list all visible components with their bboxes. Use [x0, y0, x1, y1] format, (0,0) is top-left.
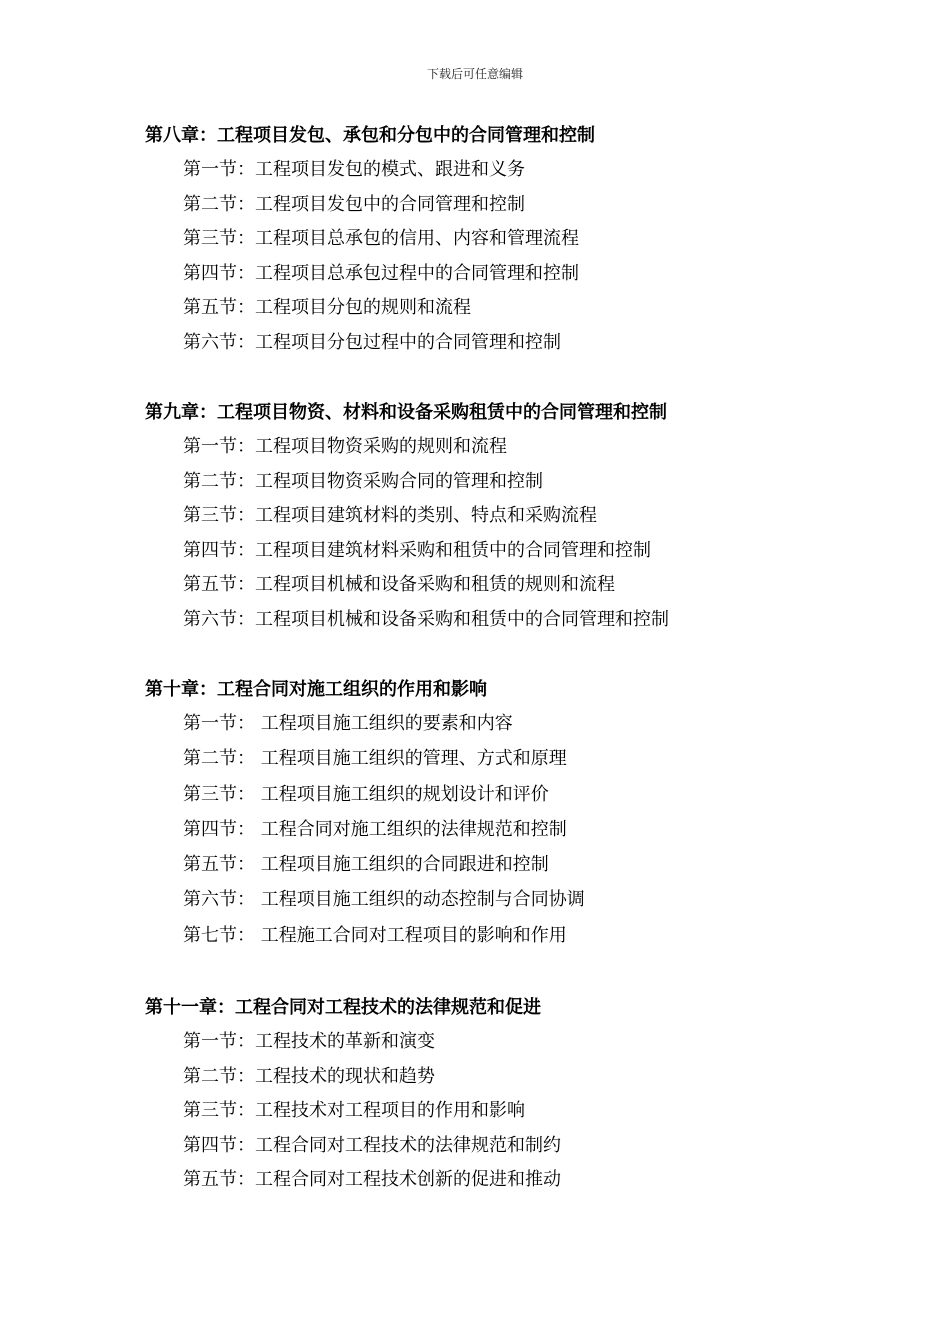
section-item: 第四节：工程项目建筑材料采购和租赁中的合同管理和控制: [183, 539, 651, 561]
chapter-8: [145, 123, 905, 365]
section-item: 第三节：工程项目总承包的信用、内容和管理流程: [183, 228, 579, 250]
chapter-10: [145, 677, 905, 958]
section-item: 第二节： 工程项目施工组织的管理、方式和原理: [183, 748, 567, 770]
section-item: 第一节：工程项目物资采购的规则和流程: [183, 436, 507, 457]
chapter-11: [145, 995, 905, 1202]
section-item: 第六节：工程项目分包过程中的合同管理和控制: [183, 331, 561, 353]
chapter-title: 第九章：工程项目物资、材料和设备采购租赁中的合同管理和控制: [145, 402, 667, 423]
section-item: 第三节：工程技术对工程项目的作用和影响: [183, 1100, 525, 1122]
section-item: 第六节：工程项目机械和设备采购和租赁中的合同管理和控制: [183, 608, 669, 630]
section-item: 第一节： 工程项目施工组织的要素和内容: [183, 713, 513, 734]
section-item: 第五节：工程项目机械和设备采购和租赁的规则和流程: [183, 574, 615, 596]
section-item: 第一节：工程项目发包的模式、跟进和义务: [183, 159, 525, 180]
section-item: 第二节：工程技术的现状和趋势: [183, 1065, 435, 1087]
section-item: 第二节：工程项目发包中的合同管理和控制: [183, 193, 525, 215]
header-note: 下载后可任意编辑: [426, 67, 523, 81]
section-item: 第三节：工程项目建筑材料的类别、特点和采购流程: [183, 505, 597, 527]
chapter-title: 第八章：工程项目发包、承包和分包中的合同管理和控制: [145, 125, 595, 146]
section-item: 第五节： 工程项目施工组织的合同跟进和控制: [183, 854, 549, 876]
section-item: 第七节： 工程施工合同对工程项目的影响和作用: [183, 924, 567, 946]
section-item: 第一节：工程技术的革新和演变: [183, 1031, 435, 1052]
section-item: 第二节：工程项目物资采购合同的管理和控制: [183, 470, 543, 492]
section-item: 第四节：工程项目总承包过程中的合同管理和控制: [183, 262, 579, 284]
section-item: 第五节：工程项目分包的规则和流程: [183, 297, 471, 319]
section-item: 第四节： 工程合同对施工组织的法律规范和控制: [183, 818, 567, 840]
chapter-title: 第十章：工程合同对施工组织的作用和影响: [145, 679, 487, 700]
section-item: 第五节：工程合同对工程技术创新的促进和推动: [183, 1169, 561, 1191]
section-item: 第六节： 工程项目施工组织的动态控制与合同协调: [183, 889, 585, 911]
chapter-9: [145, 400, 905, 642]
chapter-title: 第十一章：工程合同对工程技术的法律规范和促进: [145, 997, 541, 1018]
section-item: 第四节：工程合同对工程技术的法律规范和制约: [183, 1134, 561, 1156]
section-item: 第三节： 工程项目施工组织的规划设计和评价: [183, 783, 549, 805]
